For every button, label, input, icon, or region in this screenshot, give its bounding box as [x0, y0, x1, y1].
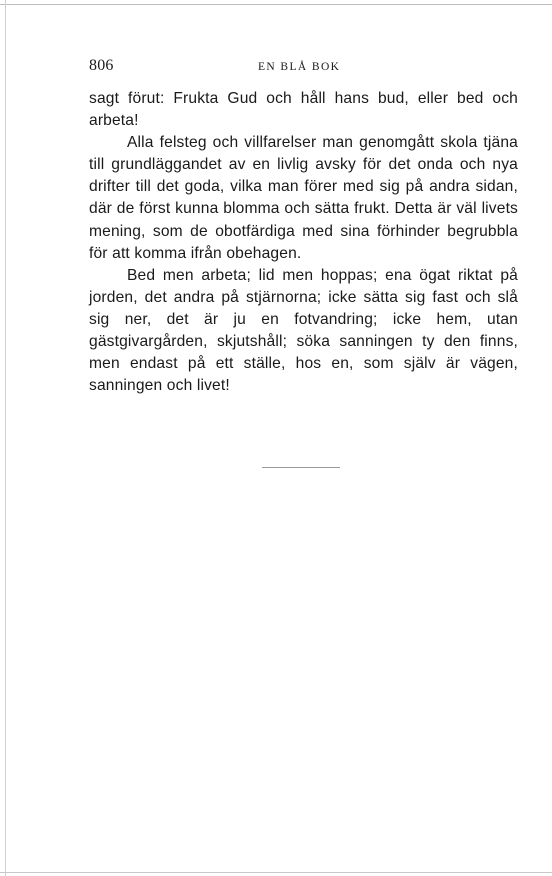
page-number: 806 — [89, 57, 114, 74]
paragraph: Alla felsteg och villfarelser man genomgått skola tjäna till grundläggandet av en livlig avsky för det onda och nya drifter till det goda, vilka man förer med sig på andra sidan, där de först kunna blomma och sätta frukt. Detta är väl livets mening, som de obotfärdiga med sina förhinder begrubbla för att komma ifrån obehagen. — [89, 134, 518, 262]
scan-bottom-edge — [0, 872, 552, 873]
paragraph: Bed men arbeta; lid men hoppas; ena ögat riktat på jorden, det andra på stjärnorna; icke sätta sig fast och slå sig ner, det är ju en fotvandring; icke hem, utan gästgivargården, skjutshåll; söka sanningen ty den finns, men endast på ett ställe, hos en, som själv är vägen, sanningen och livet! — [89, 266, 518, 395]
section-end-rule — [262, 467, 340, 468]
scan-top-edge — [0, 4, 552, 5]
paragraph-continued: sagt förut: Frukta Gud och håll hans bud, eller bed och arbeta! — [89, 90, 518, 130]
scan-left-edge — [5, 0, 6, 876]
body-text — [89, 88, 518, 397]
running-title: EN BLÅ BOK — [258, 61, 341, 73]
